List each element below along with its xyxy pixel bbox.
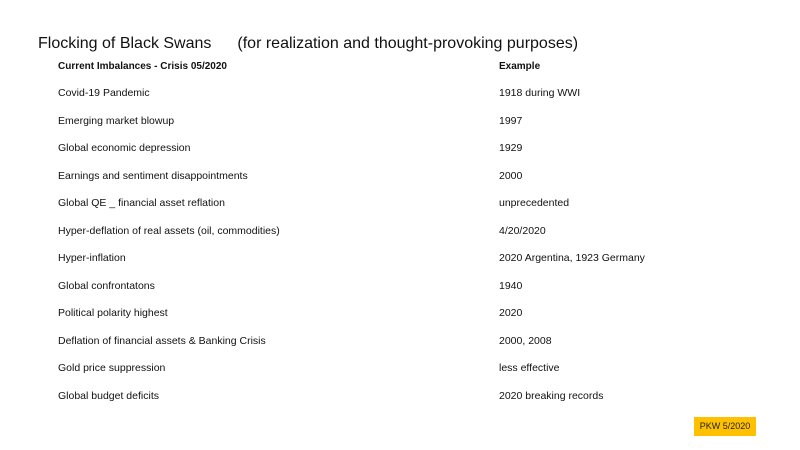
- imbalance-table: [58, 58, 758, 414]
- row-imbalance: Global confrontatons: [58, 279, 155, 292]
- row-example: 2020: [499, 307, 523, 319]
- row-example: 2020 Argentina, 1923 Germany: [499, 252, 645, 264]
- row-example: 1940: [499, 279, 523, 292]
- row-imbalance: Earnings and sentiment disappointments: [58, 169, 248, 182]
- table-row: [58, 249, 758, 277]
- row-example: 2000, 2008: [499, 334, 552, 347]
- table-row: [58, 277, 758, 305]
- header-imbalance: Current Imbalances - Crisis 05/2020: [58, 61, 227, 72]
- row-imbalance: Global economic depression: [58, 142, 191, 154]
- table-row: [58, 194, 758, 222]
- row-example: 4/20/2020: [499, 224, 546, 237]
- table-row: [58, 222, 758, 250]
- row-imbalance: Global budget deficits: [58, 389, 159, 402]
- table-header-row: [58, 58, 758, 84]
- row-imbalance: Hyper-deflation of real assets (oil, commodities): [58, 224, 280, 237]
- row-imbalance: Emerging market blowup: [58, 114, 175, 127]
- row-example: 1918 during WWI: [499, 87, 581, 99]
- row-imbalance: Covid-19 Pandemic: [58, 87, 150, 99]
- table-row: [58, 167, 758, 195]
- row-imbalance: Political polarity highest: [58, 307, 168, 319]
- author-date-badge: PKW 5/2020: [694, 417, 756, 436]
- row-example: unprecedented: [499, 197, 570, 209]
- title-subtitle: (for realization and thought-provoking purposes): [237, 35, 579, 52]
- row-imbalance: Global QE _ financial asset reflation: [58, 197, 225, 209]
- row-imbalance: Gold price suppression: [58, 362, 166, 374]
- table-row: [58, 359, 758, 387]
- header-example: Example: [499, 61, 541, 72]
- row-example: 1997: [499, 114, 523, 127]
- title-main: Flocking of Black Swans: [38, 35, 212, 52]
- slide-title: [38, 34, 578, 54]
- table-row: [58, 387, 758, 415]
- table-row: [58, 84, 758, 112]
- table-row: [58, 112, 758, 140]
- table-row: [58, 332, 758, 360]
- table-row: [58, 304, 758, 332]
- row-example: less effective: [499, 362, 560, 374]
- table-row: [58, 139, 758, 167]
- row-imbalance: Deflation of financial assets & Banking Crisis: [58, 334, 266, 347]
- row-example: 1929: [499, 142, 523, 154]
- row-example: 2000: [499, 169, 523, 182]
- row-example: 2020 breaking records: [499, 389, 604, 402]
- row-imbalance: Hyper-inflation: [58, 252, 126, 264]
